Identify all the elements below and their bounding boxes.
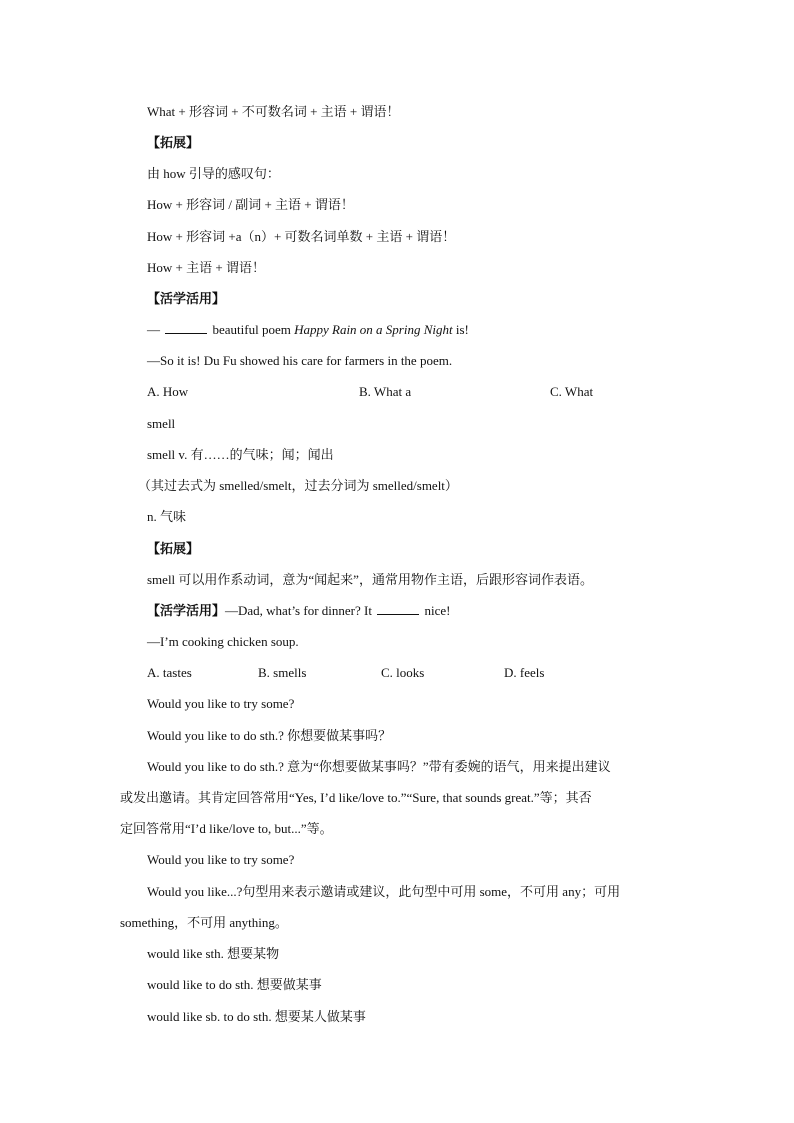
paragraph-line: Would you like to do sth.? 意为“你想要做某事吗？”带有委婉的语气，用来提出建议 [147, 759, 611, 774]
paragraph-line: 定回答常用“I’d like/love to, but...”等。 [120, 821, 333, 836]
answer-blank [377, 602, 419, 615]
option-d: D. feels [504, 665, 545, 680]
text-line: smell v. 有……的气味；闻；闻出 [147, 447, 334, 462]
poem-title: Happy Rain on a Spring Night [294, 322, 453, 337]
text-line: Would you like to try some? [147, 852, 295, 867]
text-line: would like sb. to do sth. 想要某人做某事 [147, 1009, 366, 1024]
section-heading-inline: 【活学活用】 [147, 603, 226, 618]
question-line [147, 320, 469, 340]
section-heading: 【拓展】 [147, 135, 200, 150]
text-line: How + 形容词 / 副词 + 主语 + 谓语！ [147, 197, 354, 212]
text-line: How + 主语 + 谓语！ [147, 260, 265, 275]
options-line [147, 663, 567, 683]
option-a: A. How [147, 384, 189, 399]
text-line: would like to do sth. 想要做某事 [147, 977, 322, 992]
text-line: Would you like to do sth.? 你想要做某事吗？ [147, 728, 392, 743]
paragraph-line: something，不可用 anything。 [120, 915, 288, 930]
option-b: B. smells [258, 665, 307, 680]
option-c: C. What [550, 384, 594, 399]
question-line [147, 601, 450, 621]
answer-blank [165, 321, 207, 334]
text-span: nice! [421, 603, 451, 618]
text-span: —Dad, what’s for dinner? It [225, 603, 376, 618]
text-span: is! [452, 322, 469, 337]
text-line: n. 气味 [147, 509, 187, 524]
option-b: B. What a [359, 384, 412, 399]
text-line: How + 形容词 +a（n）+ 可数名词单数 + 主语 + 谓语！ [147, 229, 456, 244]
text-line: —So it is! Du Fu showed his care for farmers in the poem. [147, 353, 453, 368]
option-a: A. tastes [147, 665, 192, 680]
text-line: smell [147, 416, 176, 431]
text-line: （其过去式为 smelled/smelt，过去分词为 smelled/smelt） [138, 478, 458, 493]
text-line: What + 形容词 + 不可数名词 + 主语 + 谓语！ [147, 104, 400, 119]
text-line: smell 可以用作系动词，意为“闻起来”，通常用物作主语，后跟形容词作表语。 [147, 572, 593, 587]
paragraph-line: 或发出邀请。其肯定回答常用“Yes, I’d like/love to.”“Sure, that sounds great.”等；其否 [120, 790, 592, 805]
text-line: Would you like to try some? [147, 696, 295, 711]
option-c: C. looks [381, 665, 425, 680]
text-line: would like sth. 想要某物 [147, 946, 280, 961]
section-heading: 【拓展】 [147, 541, 200, 556]
text-span: beautiful poem [209, 322, 295, 337]
text-line: 由 how 引导的感叹句： [147, 166, 280, 181]
section-heading: 【活学活用】 [147, 291, 226, 306]
text-line: —I’m cooking chicken soup. [147, 634, 299, 649]
text-span: — [147, 322, 164, 337]
options-line [147, 382, 647, 402]
paragraph-line: Would you like...?句型用来表示邀请或建议，此句型中可用 some，不可用 any；可用 [147, 884, 621, 899]
